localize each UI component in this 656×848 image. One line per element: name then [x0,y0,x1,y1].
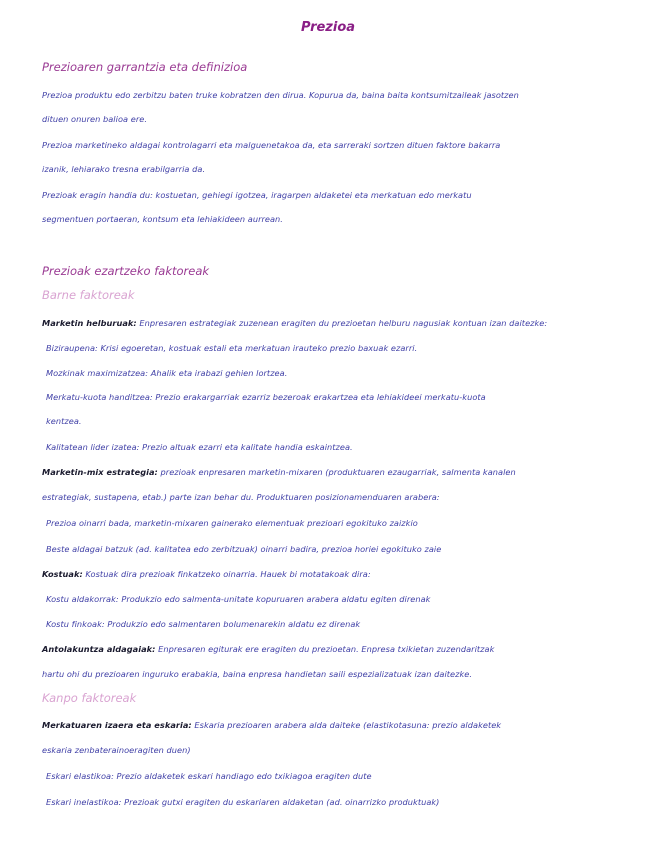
list-item [42,467,516,477]
sub-item: Kalitatean lider izatea: Prezio altuak ezarri eta kalitate handia eskaintzea. [46,442,353,452]
sub-item: Biziraupena: Krisi egoeretan, kostuak estali eta merkatuan irauteko prezio baxuak ezarri. [46,343,418,353]
sub-item: Eskari inelastikoa: Prezioak gutxi eragiten du eskariaren aldaketan (ad. oinarrizko produktuak) [46,797,440,807]
paragraph-line: eskaria zenbaterainoeragiten duen) [42,745,191,755]
item-label: Marketin-mix estrategia: [42,467,158,477]
sub-item: Eskari elastikoa: Prezio aldaketek eskari handiago edo txikiagoa eragiten dute [46,771,372,781]
section-heading-factors: Prezioak ezartzeko faktoreak [42,264,210,278]
item-text: Enpresaren egiturak ere eragiten du prezioetan. Enpresa txikietan zuzendaritzak [155,644,495,654]
item-label: Antolakuntza aldagaiak: [42,644,156,654]
section-heading-definition: Prezioaren garrantzia eta definizioa [42,60,248,74]
subheading-external: Kanpo faktoreak [42,691,137,705]
item-text: Kostuak dira prezioak finkatzeko oinarria. Hauek bi motatakoak dira: [82,569,371,579]
paragraph-line: Prezioa marketineko aldagai kontrolagarri eta malguenetakoa da, eta sarreraki sortzen dituen faktore bakarra [42,140,501,150]
subheading-internal: Barne faktoreak [42,288,135,302]
list-item [42,318,547,328]
page-title: Prezioa [300,20,356,35]
sub-item: Kostu aldakorrak: Produkzio edo salmenta-unitate kopuruaren arabera aldatu egiten direnak [46,594,431,604]
item-label: Kostuak: [42,569,83,579]
sub-item: Merkatu-kuota handitzea: Prezio erakargarriak ezarriz bezeroak erakartzea eta lehiakideei merkatu-kuota [46,392,486,402]
sub-item: Beste aldagai batzuk (ad. kalitatea edo zerbitzuak) oinarri badira, prezioa horiei egokituko zaie [46,544,442,554]
list-item [42,720,501,730]
paragraph-line: dituen onuren balioa ere. [42,114,147,124]
sub-item: kentzea. [46,416,82,426]
item-text: Eskaria prezioaren arabera alda daiteke (elastikotasuna: prezio aldaketek [191,720,502,730]
item-label: Merkatuaren izaera eta eskaria: [42,720,192,730]
paragraph-line: Prezioak eragin handia du: kostuetan, gehiegi igotzea, iragarpen aldaketei eta merkatuan edo merkatu [42,190,472,200]
paragraph-line: hartu ohi du prezioaren inguruko erabakia, baina enpresa handietan saili espezializatuak izan daitezke. [42,669,473,679]
paragraph-line: estrategiak, sustapena, etab.) parte izan behar du. Produktuaren posizionamenduaren arabera: [42,492,440,502]
list-item [42,569,371,579]
list-item [42,644,494,654]
sub-item: Prezioa oinarri bada, marketin-mixaren gainerako elementuak prezioari egokituko zaizkio [46,518,418,528]
paragraph-line: Prezioa produktu edo zerbitzu baten truke kobratzen den dirua. Kopurua da, baina baita kontsumitzaileak jasotzen [42,90,519,100]
paragraph-line: izanik, lehiarako tresna erabilgarria da. [42,164,206,174]
paragraph-line: segmentuen portaeran, kontsum eta lehiakideen aurrean. [42,214,283,224]
sub-item: Mozkinak maximizatzea: Ahalik eta irabazi gehien lortzea. [46,368,288,378]
item-text: prezioak enpresaren marketin-mixaren (produktuaren ezaugarriak, salmenta kanalen [157,467,516,477]
item-text: Enpresaren estrategiak zuzenean eragiten du prezioetan helburu nagusiak kontuan izan daitezke: [136,318,548,328]
item-label: Marketin helburuak: [42,318,137,328]
sub-item: Kostu finkoak: Produkzio edo salmentaren bolumenarekin aldatu ez direnak [46,619,361,629]
